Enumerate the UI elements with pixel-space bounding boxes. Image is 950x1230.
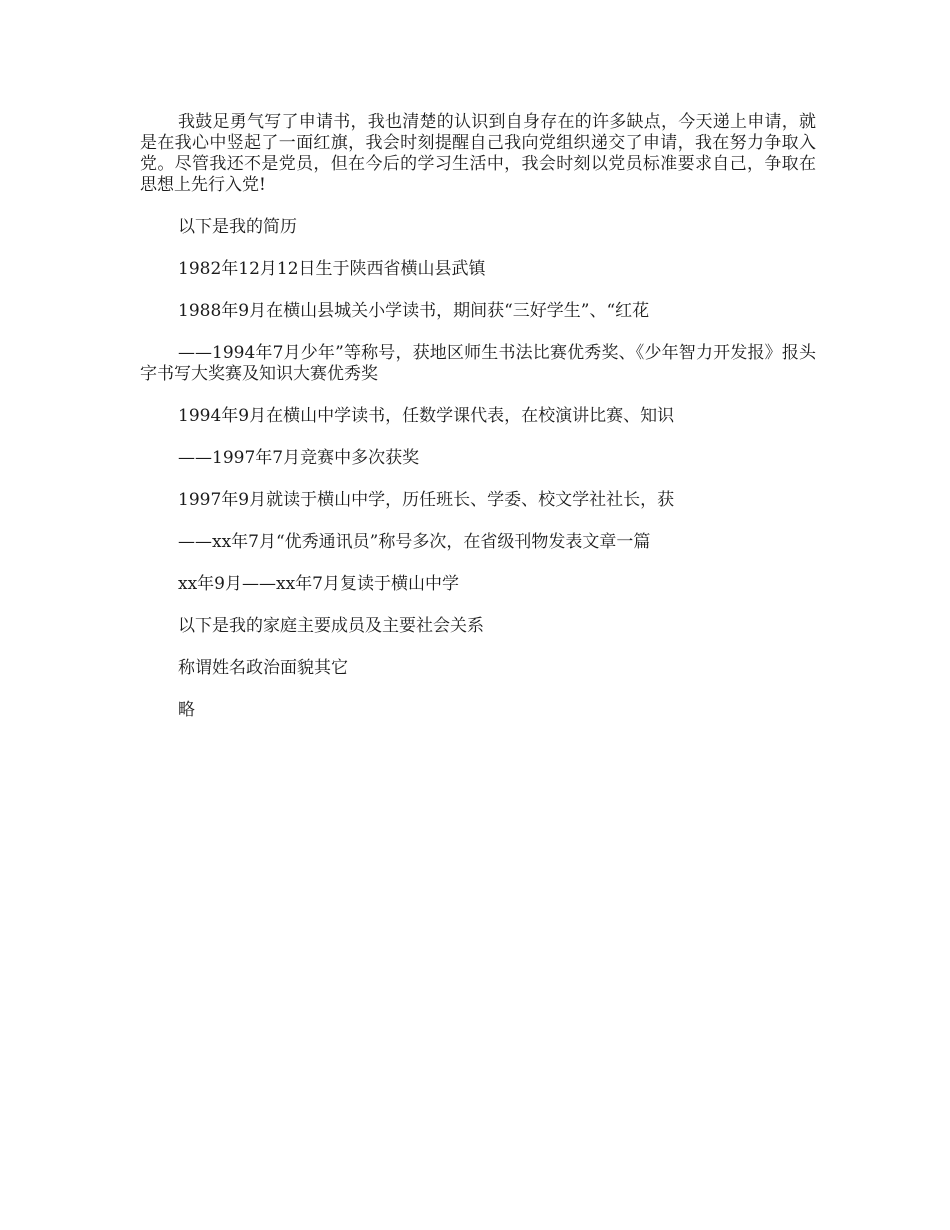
paragraph-primary-school-awards: ——1994年7月少年”等称号，获地区师生书法比赛优秀奖、《少年智力开发报》报头字书写大奖赛及知识大赛优秀奖 <box>140 343 816 384</box>
paragraph-birth: 1982年12月12日生于陕西省横山县武镇 <box>178 259 486 279</box>
paragraph-high-school-awards: ——xx年7月“优秀通讯员”称号多次，在省级刊物发表文章一篇 <box>178 532 651 552</box>
paragraph-application-statement: 我鼓足勇气写了申请书，我也清楚的认识到自身存在的许多缺点，今天递上申请，就是在我心中竖起了一面红旗，我会时刻提醒自己我向党组织递交了申请，我在努力争取入党。尽管我还不是党员，但在今后的学习生活中，我会时刻以党员标准要求自己，争取在思想上先行入党! <box>140 112 816 195</box>
paragraph-omitted: 略 <box>178 700 195 720</box>
paragraph-resume-heading: 以下是我的简历 <box>178 217 297 237</box>
paragraph-high-school: 1997年9月就读于横山中学，历任班长、学委、校文学社社长，获 <box>178 490 675 510</box>
document-body <box>140 112 816 721</box>
paragraph-middle-school-awards: ——1997年7月竞赛中多次获奖 <box>178 448 420 468</box>
paragraph-repeat-study: xx年9月——xx年7月复读于横山中学 <box>178 574 459 594</box>
paragraph-family-table-header: 称谓姓名政治面貌其它 <box>178 658 348 678</box>
paragraph-primary-school: 1988年9月在横山县城关小学读书，期间获“三好学生”、“红花 <box>178 301 650 321</box>
paragraph-middle-school: 1994年9月在横山中学读书，任数学课代表，在校演讲比赛、知识 <box>178 406 675 426</box>
paragraph-family-heading: 以下是我的家庭主要成员及主要社会关系 <box>178 616 484 636</box>
